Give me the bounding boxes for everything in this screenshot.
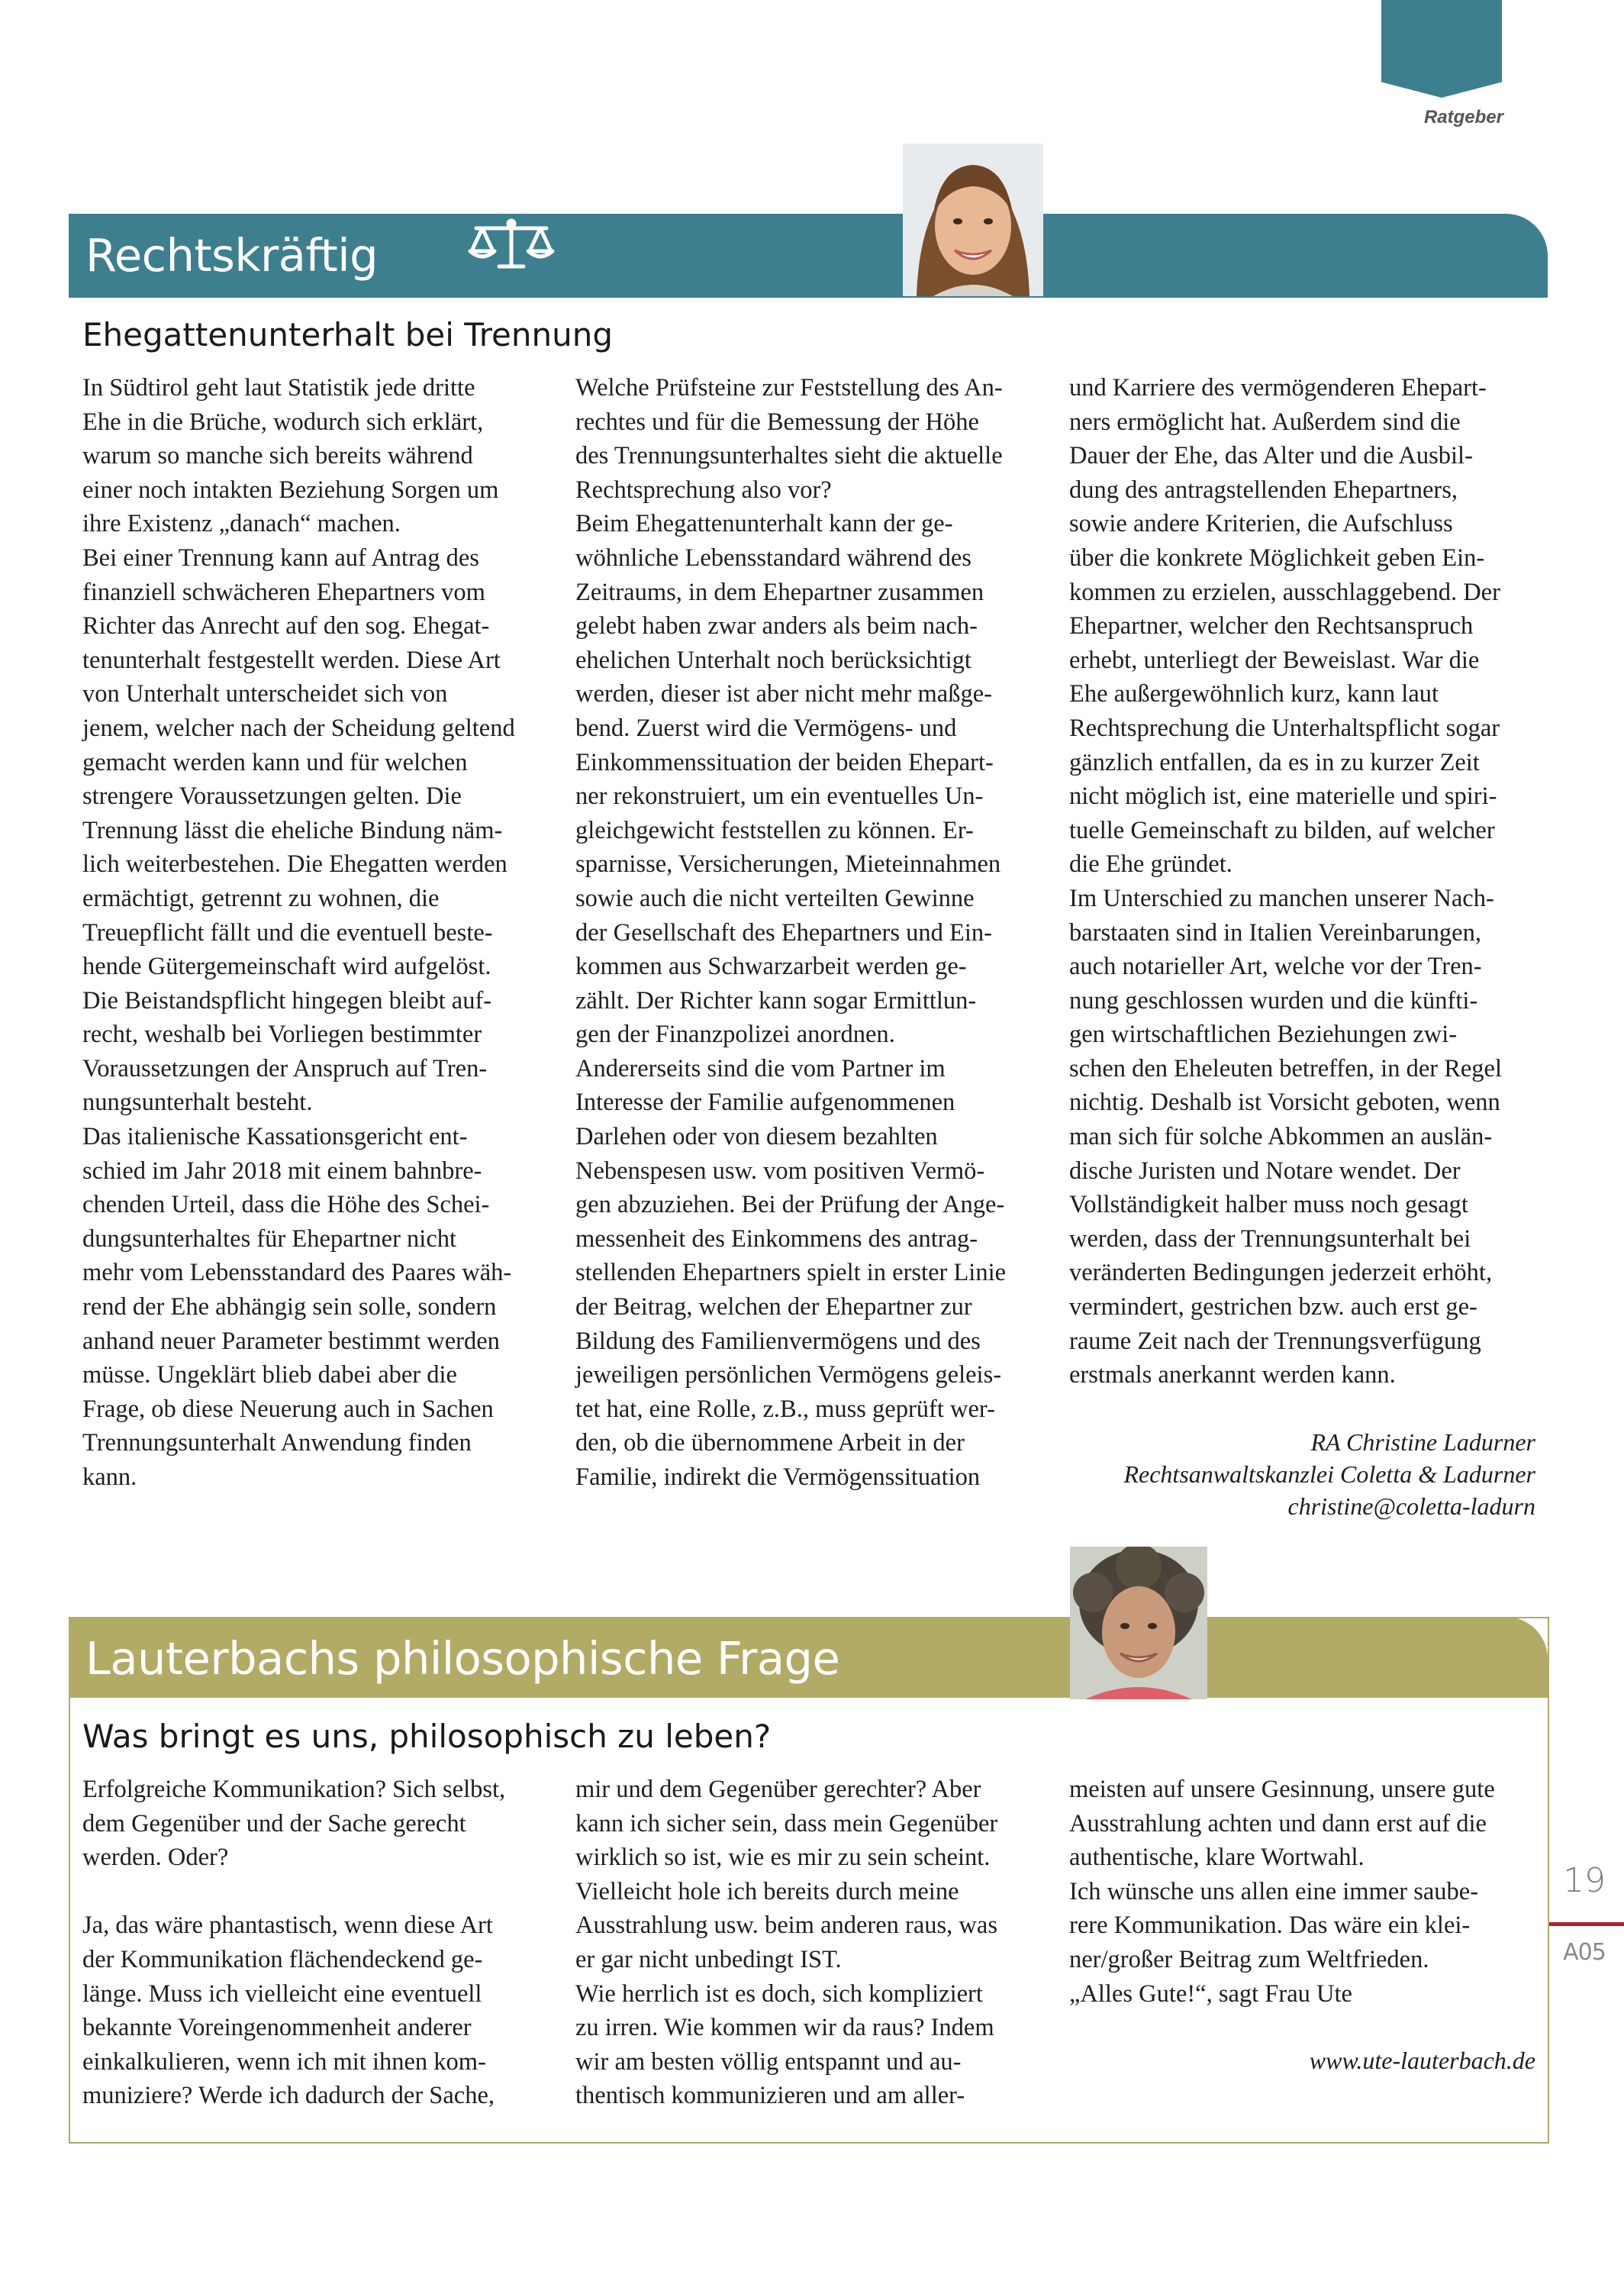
article1-column-1-text: In Südtirol geht laut Statistik jede dritte Ehe in die Brüche, wodurch sich erklärt, warum so manche sich bereits während einer noch intakten Beziehung Sorgen um ihre Existenz „danach“ machen. Bei einer Trennung kann auf Antrag des finanziell schwächeren Ehepartners vom Richter das Anrecht auf den sog. Ehegat- tenunterhalt festgestellt werden. Diese Art von Unterhalt unterscheidet sich von jenem, welcher nach der Scheidung geltend gemacht werden kann und für welchen strengere Voraussetzungen gelten. Die Trennung lässt die eheliche Bindung näm- lich weiterbestehen. Die Ehegatten werden ermächtigt, getrennt zu wohnen, die Treuepflicht fällt und die eventuell beste- hende Gütergemeinschaft wird aufgelöst. Die Beistandspflicht hingegen bleibt auf- recht, weshalb bei Vorliegen bestimmter Voraussetzungen der Anspruch auf Tren- nungsunterhalt besteht. Das italienische Kassationsgericht ent- schied im Jahr 2018 mit einem bahnbre- chenden Urteil, dass die Höhe des Schei- dungsunterhaltes für Ehepartner nicht mehr vom Lebensstandard des Paares wäh- rend der Ehe abhängig sein solle, sondern anhand neuer Parameter bestimmt werden müsse. Ungeklärt blieb dabei aber die Frage, ob diese Neuerung auch in Sachen Trennungsunterhalt Anwendung finden kann. [82, 374, 515, 1491]
page-number-divider [1549, 1922, 1624, 1926]
article1-column-3-text: und Karriere des vermögenderen Ehepart- ners ermöglicht hat. Außerdem sind die Dauer der Ehe, das Alter und die Ausbil- dung des antragstellenden Ehepartners, sowie andere Kriterien, die Aufschluss über die konkrete Möglichkeit geben Ein- kommen zu erzielen, ausschlaggebend. Der Ehepartner, welcher den Rechtsanspruch erhebt, unterliegt der Beweislast. War die Ehe außergewöhnlich kurz, kann laut Rechtsprechung die Unterhaltspflicht sogar gänzlich entfallen, da es in zu kurzer Zeit nicht möglich ist, eine materielle und spiri- tuelle Gemeinschaft zu bilden, auf welcher die Ehe gründet. Im Unterschied zu manchen unserer Nach- barstaaten sind in Italien Vereinbarungen, auch notarieller Art, welche vor der Tren- nung geschlossen wurden und die künfti- gen wirtschaftlichen Beziehungen zwi- schen den Eheleuten betreffen, in der Regel nichtig. Deshalb ist Vorsicht geboten, wenn man sich für solche Abkommen an auslän- dische Juristen und Notare wendet. Der Vollständigkeit halber muss noch gesagt werden, dass der Trennungsunterhalt bei veränderten Bedingungen jederzeit erhöht, vermindert, gestrichen bzw. auch erst ge- raume Zeit nach der Trennungsverfügung erstmals anerkannt werden kann. [1069, 374, 1503, 1389]
article2-column-1-text: Erfolgreiche Kommunikation? Sich selbst, dem Gegenüber und der Sache gerecht werden. Oder? Ja, das wäre phantastisch, wenn diese Art der Kommunikation flächendeckend ge- länge. Muss ich vielleicht eine eventuell bekannte Voreingenommenheit anderer einkalkulieren, wenn ich mit ihnen kom- muniziere? Werde ich dadurch der Sache, [82, 1776, 506, 2110]
article1-banner [69, 214, 1548, 298]
article1-column-3 [1069, 371, 1542, 1392]
article2-column-3-text: meisten auf unsere Gesinnung, unsere gute Ausstrahlung achten und dann erst auf die authentische, klare Wortwahl. Ich wünsche uns allen eine immer saube- rere Kommunikation. Das wäre ein klei- ner/großer Beitrag zum Weltfrieden. „Alles Gute!“, sagt Frau Ute [1069, 1776, 1495, 2008]
page-number: 19 [1563, 1861, 1606, 1900]
author-portrait-lauterbach [1070, 1547, 1207, 1699]
article1-column-2 [575, 371, 1049, 1495]
article2-banner-title: Lauterbachs philosophische Frage [85, 1632, 840, 1685]
article2-subtitle: Was bringt es uns, philosophisch zu leben? [82, 1718, 772, 1755]
article2-column-2-text: mir und dem Gegenüber gerechter? Aber kann ich sicher sein, dass mein Gegenüber wirklich so ist, wie es mir zu sein scheint. Vielleicht hole ich bereits durch meine Ausstrahlung usw. beim anderen raus, was er gar nicht unbedingt IST. Wie herrlich ist es doch, sich kompliziert zu irren. Wie kommen wir da raus? Indem wir am besten völlig entspannt und au- thentisch kommunizieren und am aller- [575, 1776, 998, 2110]
section-label: Ratgeber [1423, 107, 1503, 127]
author-portrait-ladurner [903, 144, 1043, 296]
article2-website: www.ute-lauterbach.de [1309, 2047, 1535, 2074]
article1-banner-title: Rechtskräftig [85, 229, 379, 282]
article1-column-1 [82, 371, 556, 1495]
article1-subtitle: Ehegattenunterhalt bei Trennung [82, 316, 614, 353]
article2-column-2 [575, 1773, 1049, 2113]
section-tab-marker [1381, 0, 1502, 98]
scales-of-justice-icon [466, 218, 557, 273]
article2-column-3 [1069, 1773, 1542, 2011]
article1-column-2-text: Welche Prüfsteine zur Feststellung des An- rechtes und für die Bemessung der Höhe des Trennungsunterhaltes sieht die aktuelle Rechtsprechung also vor? Beim Ehegattenunterhalt kann der ge- wöhnliche Lebensstandard während des Zeitraums, in dem Ehepartner zusammen gelebt haben zwar anders als beim nach- ehelichen Unterhalt noch berücksichtigt werden, dieser ist aber nicht mehr maßge- bend. Zuerst wird die Vermögens- und Einkommenssituation der beiden Ehepart- ner rekonstruiert, um ein eventuelles Un- gleichgewicht feststellen zu können. Er- sparnisse, Versicherungen, Mieteinnahmen sowie auch die nicht verteilten Gewinne der Gesellschaft des Ehepartners und Ein- kommen aus Schwarzarbeit werden ge- zählt. Der Richter kann sogar Ermittlun- gen der Finanzpolizei anordnen. Andererseits sind die vom Partner im Interesse der Familie aufgenommenen Darlehen oder von diesem bezahlten Nebenspesen usw. vom positiven Vermö- gen abzuziehen. Bei der Prüfung der Ange- messenheit des Einkommens des antrag- stellenden Ehepartners spielt in erster Linie der Beitrag, welchen der Ehepartner zur Bildung des Familienvermögens und des jeweiligen persönlichen Vermögens geleis- tet hat, eine Rolle, z.B., muss geprüft wer- den, ob die übernommene Arbeit in der Familie, indirekt die Vermögenssituation [575, 374, 1007, 1491]
page-code: A05 [1563, 1939, 1606, 1966]
article2-banner [69, 1617, 1548, 1698]
article2-column-1 [82, 1773, 556, 2113]
article1-author-signature: RA Christine Ladurner Rechtsanwaltskanzlei Coletta & Ladurner christine@coletta-ladurn [1123, 1428, 1535, 1520]
